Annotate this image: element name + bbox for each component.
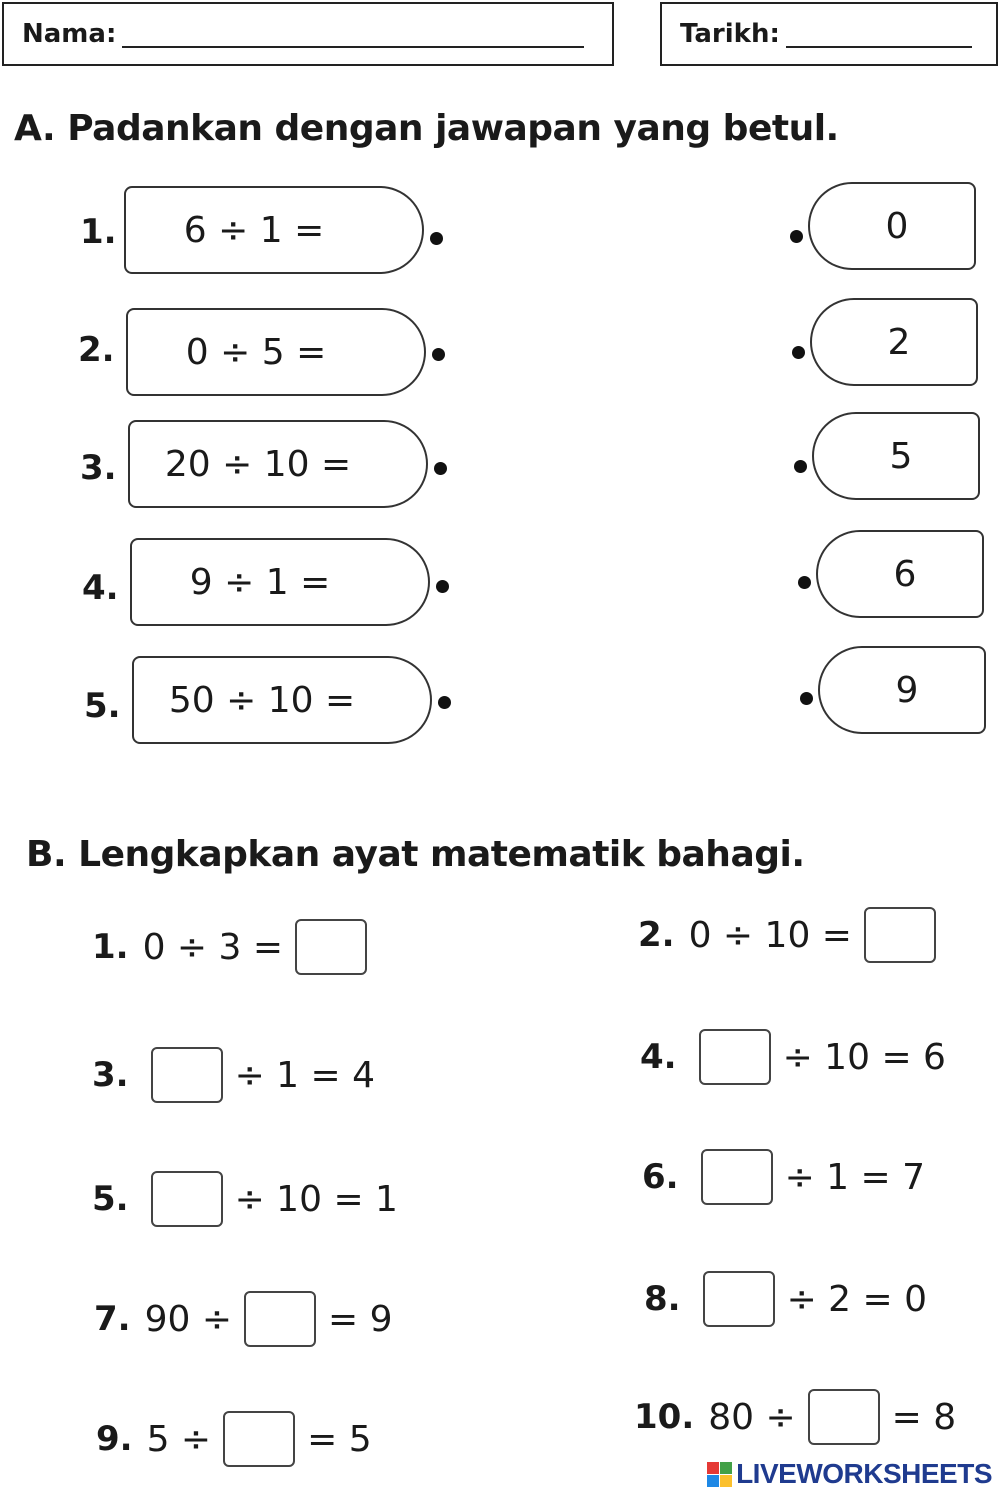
- question-number: 1.: [80, 212, 117, 252]
- date-blank[interactable]: [786, 20, 972, 48]
- answer-value: 5: [889, 435, 913, 477]
- logo-grid-icon: [707, 1462, 732, 1487]
- logo-square: [707, 1475, 719, 1487]
- sentence-text: ÷ 2 = 0: [786, 1278, 928, 1320]
- math-sentence-10: [634, 1386, 958, 1448]
- liveworksheets-logo[interactable]: [707, 1458, 992, 1490]
- math-sentence-6: [642, 1146, 927, 1208]
- item-number: 7.: [94, 1299, 131, 1339]
- answer-box[interactable]: [151, 1171, 223, 1227]
- answer-tag[interactable]: [816, 530, 984, 618]
- match-dot-right[interactable]: [800, 692, 813, 705]
- sentence-text: 0 ÷ 3 =: [142, 926, 284, 968]
- item-number: 10.: [634, 1397, 695, 1437]
- match-dot-right[interactable]: [790, 230, 803, 243]
- sentence-text: ÷ 1 = 4: [234, 1054, 376, 1096]
- question-expression: 20 ÷ 10 =: [164, 443, 352, 485]
- answer-box[interactable]: [244, 1291, 316, 1347]
- match-dot-left[interactable]: [436, 580, 449, 593]
- answer-tag[interactable]: [808, 182, 976, 270]
- section-a-title: A. Padankan dengan jawapan yang betul.: [14, 108, 839, 149]
- match-dot-left[interactable]: [432, 348, 445, 361]
- sentence-text: 80 ÷: [708, 1396, 796, 1438]
- answer-box[interactable]: [223, 1411, 295, 1467]
- match-dot-left[interactable]: [438, 696, 451, 709]
- sentence-text: ÷ 10 = 6: [782, 1036, 946, 1078]
- math-sentence-2: [638, 904, 946, 966]
- question-number: 4.: [82, 568, 119, 608]
- answer-tag[interactable]: [818, 646, 986, 734]
- question-tag[interactable]: [132, 656, 432, 744]
- answer-box[interactable]: [864, 907, 936, 963]
- sentence-text: 90 ÷: [144, 1298, 232, 1340]
- date-field-box: [660, 2, 998, 66]
- name-blank[interactable]: [122, 20, 584, 48]
- sentence-text: 0 ÷ 10 =: [688, 914, 852, 956]
- question-expression: 50 ÷ 10 =: [168, 679, 356, 721]
- logo-square: [720, 1462, 732, 1474]
- question-tag[interactable]: [124, 186, 424, 274]
- logo-square: [720, 1475, 732, 1487]
- match-dot-right[interactable]: [794, 460, 807, 473]
- answer-box[interactable]: [701, 1149, 773, 1205]
- question-tag[interactable]: [130, 538, 430, 626]
- answer-value: 6: [893, 553, 917, 595]
- sentence-text: = 5: [307, 1418, 372, 1460]
- answer-box[interactable]: [151, 1047, 223, 1103]
- question-tag[interactable]: [128, 420, 428, 508]
- math-sentence-9: [96, 1408, 374, 1470]
- name-label: Nama:: [22, 19, 117, 49]
- math-sentence-7: [94, 1288, 395, 1350]
- answer-value: 2: [887, 321, 911, 363]
- answer-box[interactable]: [808, 1389, 880, 1445]
- match-dot-left[interactable]: [430, 232, 443, 245]
- answer-tag[interactable]: [812, 412, 980, 500]
- item-number: 5.: [92, 1179, 129, 1219]
- sentence-text: ÷ 10 = 1: [234, 1178, 398, 1220]
- answer-value: 9: [895, 669, 919, 711]
- section-b-title: B. Lengkapkan ayat matematik bahagi.: [26, 834, 805, 875]
- name-field-box: [2, 2, 614, 66]
- question-tag[interactable]: [126, 308, 426, 396]
- item-number: 9.: [96, 1419, 133, 1459]
- item-number: 3.: [92, 1055, 129, 1095]
- question-number: 2.: [78, 330, 115, 370]
- date-label: Tarikh:: [680, 19, 780, 49]
- item-number: 2.: [638, 915, 675, 955]
- question-expression: 9 ÷ 1 =: [189, 561, 331, 603]
- question-number: 5.: [84, 686, 121, 726]
- item-number: 6.: [642, 1157, 679, 1197]
- sentence-text: 5 ÷: [146, 1418, 212, 1460]
- match-dot-right[interactable]: [792, 346, 805, 359]
- match-dot-left[interactable]: [434, 462, 447, 475]
- item-number: 8.: [644, 1279, 681, 1319]
- logo-square: [707, 1462, 719, 1474]
- math-sentence-8: [644, 1268, 929, 1330]
- answer-box[interactable]: [699, 1029, 771, 1085]
- item-number: 4.: [640, 1037, 677, 1077]
- answer-tag[interactable]: [810, 298, 978, 386]
- match-dot-right[interactable]: [798, 576, 811, 589]
- sentence-text: = 9: [328, 1298, 393, 1340]
- logo-text: LIVEWORKSHEETS: [736, 1458, 992, 1489]
- item-number: 1.: [92, 927, 129, 967]
- answer-box[interactable]: [703, 1271, 775, 1327]
- answer-value: 0: [885, 205, 909, 247]
- math-sentence-5: [92, 1168, 400, 1230]
- sentence-text: = 8: [891, 1396, 957, 1438]
- question-number: 3.: [80, 448, 117, 488]
- math-sentence-3: [92, 1044, 377, 1106]
- math-sentence-4: [640, 1026, 948, 1088]
- answer-box[interactable]: [295, 919, 367, 975]
- question-expression: 0 ÷ 5 =: [185, 331, 327, 373]
- question-expression: 6 ÷ 1 =: [183, 209, 325, 251]
- math-sentence-1: [92, 916, 377, 978]
- sentence-text: ÷ 1 = 7: [784, 1156, 926, 1198]
